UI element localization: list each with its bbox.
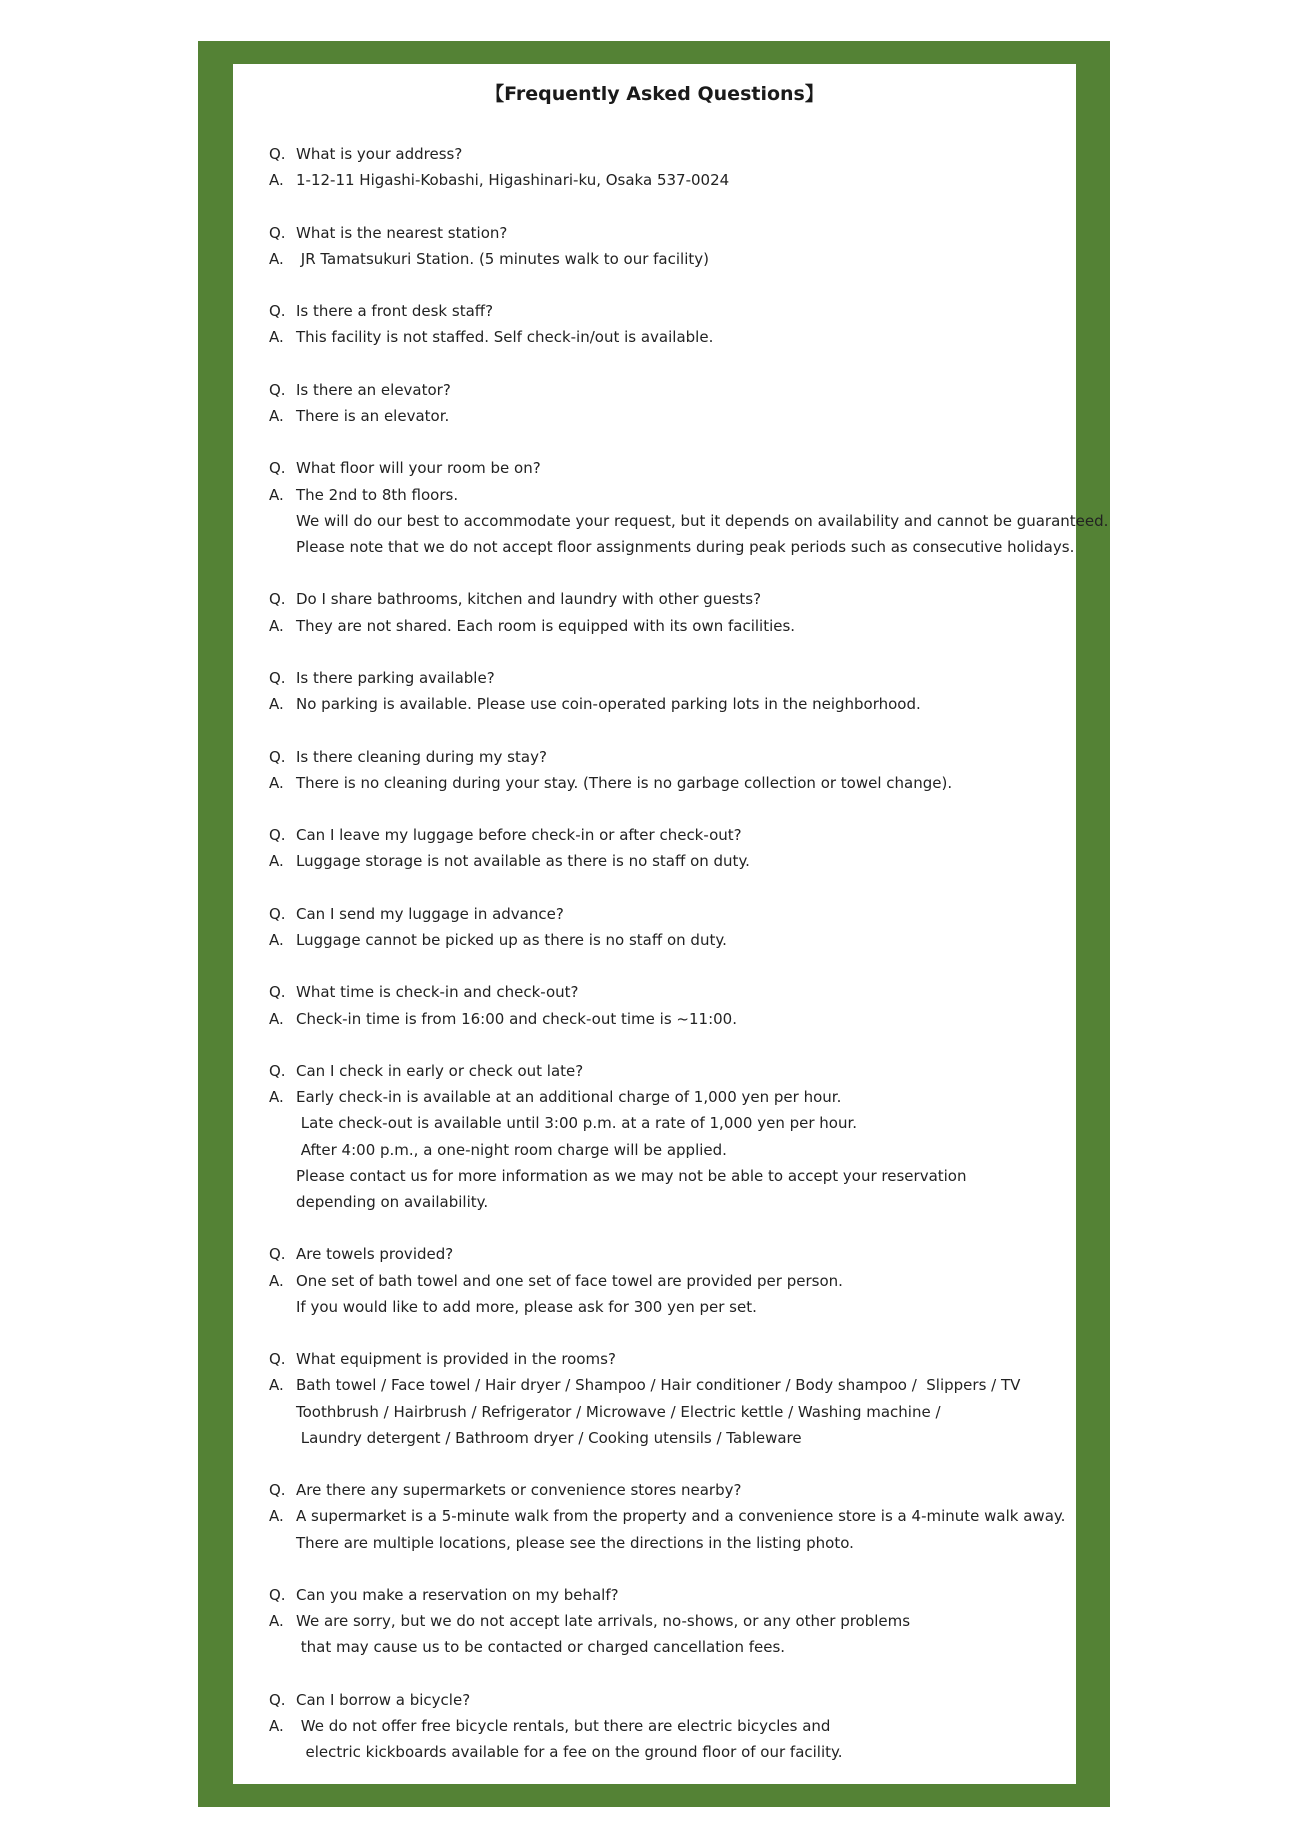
answer-text bbox=[296, 770, 952, 796]
answer-line: There is no cleaning during your stay. (There is no garbage collection or towel change). bbox=[296, 773, 953, 792]
answer-text bbox=[296, 1503, 1065, 1555]
answer-text bbox=[296, 1608, 910, 1660]
question-row bbox=[269, 141, 1069, 167]
answer-line: If you would like to add more, please ask for 300 yen per set. bbox=[296, 1297, 757, 1316]
answer-row bbox=[269, 403, 1069, 429]
question-mark: Q. bbox=[269, 1481, 286, 1500]
answer-mark: A. bbox=[269, 930, 284, 949]
faq-item bbox=[269, 1346, 1069, 1451]
answer-line: The 2nd to 8th floors. bbox=[296, 485, 459, 504]
faq-item bbox=[269, 377, 1069, 429]
answer-mark: A. bbox=[269, 328, 284, 347]
answer-row bbox=[269, 324, 1069, 350]
answer-line: This facility is not staffed. Self check-in/out is available. bbox=[296, 328, 714, 347]
answer-row bbox=[269, 1372, 1069, 1451]
question-row bbox=[269, 298, 1069, 324]
answer-line: Luggage cannot be picked up as there is no staff on duty. bbox=[296, 930, 727, 949]
answer-mark: A. bbox=[269, 1507, 284, 1526]
answer-text bbox=[296, 927, 727, 953]
question-row bbox=[269, 1687, 1069, 1713]
question-mark: Q. bbox=[269, 826, 286, 845]
question-row bbox=[269, 822, 1069, 848]
answer-row bbox=[269, 167, 1069, 193]
question-mark: Q. bbox=[269, 145, 286, 163]
question-mark: Q. bbox=[269, 223, 286, 242]
faq-item bbox=[269, 1477, 1069, 1556]
faq-item bbox=[269, 979, 1069, 1031]
faq-item bbox=[269, 586, 1069, 638]
answer-mark: A. bbox=[269, 171, 284, 190]
answer-row bbox=[269, 613, 1069, 639]
answer-row bbox=[269, 1713, 1069, 1765]
answer-line: 1-12-11 Higashi-Kobashi, Higashinari-ku, Osaka 537-0024 bbox=[296, 171, 730, 190]
question-text: What is your address? bbox=[296, 145, 463, 163]
answer-mark: A. bbox=[269, 1612, 284, 1631]
answer-text bbox=[296, 403, 449, 429]
faq-item bbox=[269, 665, 1069, 717]
answer-row bbox=[269, 1268, 1069, 1320]
answer-text bbox=[296, 1006, 737, 1032]
question-text: Is there parking available? bbox=[296, 668, 495, 687]
answer-row bbox=[269, 848, 1069, 874]
answer-text bbox=[296, 1713, 843, 1765]
answer-line: A supermarket is a 5-minute walk from the property and a convenience store is a 4-minute walk away. bbox=[296, 1507, 1066, 1526]
answer-line: electric kickboards available for a fee on the ground floor of our facility. bbox=[296, 1743, 843, 1762]
question-text: What is the nearest station? bbox=[296, 223, 508, 242]
question-text: Can I check in early or check out late? bbox=[296, 1061, 584, 1080]
question-text: Are towels provided? bbox=[296, 1245, 454, 1264]
answer-row bbox=[269, 691, 1069, 717]
answer-text bbox=[296, 613, 795, 639]
question-text: Can I leave my luggage before check-in or after check-out? bbox=[296, 826, 742, 845]
faq-item bbox=[269, 1241, 1069, 1320]
answer-mark: A. bbox=[269, 1271, 284, 1290]
answer-text bbox=[296, 167, 729, 193]
answer-line: JR Tamatsukuri Station. (5 minutes walk to our facility) bbox=[296, 249, 709, 268]
question-row bbox=[269, 744, 1069, 770]
question-mark: Q. bbox=[269, 1245, 286, 1264]
answer-text bbox=[296, 1084, 967, 1215]
answer-text bbox=[296, 482, 1108, 561]
faq-item bbox=[269, 1058, 1069, 1215]
question-text: Is there cleaning during my stay? bbox=[296, 747, 547, 766]
answer-text bbox=[296, 246, 709, 272]
answer-line: After 4:00 p.m., a one-night room charge will be applied. bbox=[296, 1140, 727, 1159]
question-row bbox=[269, 1477, 1069, 1503]
question-text: Is there a front desk staff? bbox=[296, 302, 494, 321]
question-row bbox=[269, 901, 1069, 927]
faq-item bbox=[269, 1687, 1069, 1766]
answer-line: There is an elevator. bbox=[296, 406, 450, 425]
answer-line: Check-in time is from 16:00 and check-out time is ~11:00. bbox=[296, 1009, 737, 1028]
answer-mark: A. bbox=[269, 773, 284, 792]
answer-mark: A. bbox=[269, 695, 284, 714]
answer-line: depending on availability. bbox=[296, 1192, 489, 1211]
question-mark: Q. bbox=[269, 1585, 286, 1604]
answer-line: There are multiple locations, please see the directions in the listing photo. bbox=[296, 1533, 854, 1552]
faq-item bbox=[269, 141, 1069, 193]
page-title: 【Frequently Asked Questions】 bbox=[485, 83, 824, 105]
question-row bbox=[269, 665, 1069, 691]
answer-mark: A. bbox=[269, 1716, 284, 1735]
faq-item bbox=[269, 298, 1069, 350]
answer-mark: A. bbox=[269, 1088, 284, 1107]
faq-item bbox=[269, 744, 1069, 796]
question-row bbox=[269, 455, 1069, 481]
question-mark: Q. bbox=[269, 590, 286, 609]
question-text: What equipment is provided in the rooms? bbox=[296, 1350, 616, 1369]
answer-mark: A. bbox=[269, 616, 284, 635]
question-mark: Q. bbox=[269, 380, 286, 399]
question-mark: Q. bbox=[269, 747, 286, 766]
answer-line: They are not shared. Each room is equipped with its own facilities. bbox=[296, 616, 796, 635]
faq-item bbox=[269, 901, 1069, 953]
question-text: Do I share bathrooms, kitchen and laundry with other guests? bbox=[296, 590, 762, 609]
answer-row bbox=[269, 927, 1069, 953]
answer-row bbox=[269, 246, 1069, 272]
answer-row bbox=[269, 1503, 1069, 1555]
answer-text bbox=[296, 691, 921, 717]
question-text: Can I send my luggage in advance? bbox=[296, 904, 564, 923]
answer-text bbox=[296, 1372, 1020, 1451]
faq-sheet bbox=[233, 64, 1109, 1784]
question-text: What time is check-in and check-out? bbox=[296, 983, 579, 1002]
faq-item bbox=[269, 822, 1069, 874]
question-mark: Q. bbox=[269, 1061, 286, 1080]
answer-row bbox=[269, 770, 1069, 796]
question-mark: Q. bbox=[269, 983, 286, 1002]
question-row bbox=[269, 586, 1069, 612]
question-text: Is there an elevator? bbox=[296, 380, 451, 399]
faq-item bbox=[269, 455, 1109, 560]
answer-row bbox=[269, 1608, 1069, 1660]
question-row bbox=[269, 1241, 1069, 1267]
answer-mark: A. bbox=[269, 249, 284, 268]
answer-mark: A. bbox=[269, 852, 284, 871]
question-row bbox=[269, 377, 1069, 403]
faq-list bbox=[269, 141, 1109, 1792]
answer-line: that may cause us to be contacted or charged cancellation fees. bbox=[296, 1638, 786, 1657]
answer-mark: A. bbox=[269, 1009, 284, 1028]
answer-line: Early check-in is available at an additional charge of 1,000 yen per hour. bbox=[296, 1088, 842, 1107]
answer-line: Luggage storage is not available as there is no staff on duty. bbox=[296, 852, 750, 871]
answer-line: We will do our best to accommodate your request, but it depends on availability and cannot be guaranteed. bbox=[296, 511, 1109, 530]
question-row bbox=[269, 1346, 1069, 1372]
answer-line: One set of bath towel and one set of face towel are provided per person. bbox=[296, 1271, 843, 1290]
answer-line: Late check-out is available until 3:00 p.m. at a rate of 1,000 yen per hour. bbox=[296, 1114, 858, 1133]
answer-line: Please contact us for more information as we may not be able to accept your reservation bbox=[296, 1166, 967, 1185]
question-mark: Q. bbox=[269, 668, 286, 687]
question-row bbox=[269, 1582, 1069, 1608]
faq-item bbox=[269, 220, 1069, 272]
question-mark: Q. bbox=[269, 904, 286, 923]
faq-item bbox=[269, 1582, 1069, 1661]
answer-mark: A. bbox=[269, 406, 284, 425]
answer-line: We do not offer free bicycle rentals, but there are electric bicycles and bbox=[296, 1716, 831, 1735]
question-mark: Q. bbox=[269, 1690, 286, 1709]
question-text: Can you make a reservation on my behalf? bbox=[296, 1585, 619, 1604]
question-text: Can I borrow a bicycle? bbox=[296, 1690, 471, 1709]
question-mark: Q. bbox=[269, 302, 286, 321]
answer-text bbox=[296, 848, 750, 874]
answer-row bbox=[269, 482, 1109, 561]
answer-mark: A. bbox=[269, 1376, 284, 1395]
answer-mark: A. bbox=[269, 485, 284, 504]
answer-line: Please note that we do not accept floor assignments during peak periods such as consecutive holidays. bbox=[296, 537, 1075, 556]
question-mark: Q. bbox=[269, 1350, 286, 1369]
answer-line: No parking is available. Please use coin-operated parking lots in the neighborhood. bbox=[296, 695, 921, 714]
answer-row bbox=[269, 1084, 1069, 1215]
answer-line: Laundry detergent / Bathroom dryer / Cooking utensils / Tableware bbox=[296, 1428, 802, 1447]
answer-line: We are sorry, but we do not accept late arrivals, no-shows, or any other problems bbox=[296, 1612, 911, 1631]
answer-text bbox=[296, 324, 713, 350]
question-mark: Q. bbox=[269, 459, 286, 478]
answer-text bbox=[296, 1268, 843, 1320]
question-row bbox=[269, 220, 1069, 246]
question-text: Are there any supermarkets or convenience stores nearby? bbox=[296, 1481, 742, 1500]
question-row bbox=[269, 979, 1069, 1005]
question-text: What floor will your room be on? bbox=[296, 459, 541, 478]
answer-row bbox=[269, 1006, 1069, 1032]
answer-line: Toothbrush / Hairbrush / Refrigerator / Microwave / Electric kettle / Washing machine / bbox=[296, 1402, 941, 1421]
question-row bbox=[269, 1058, 1069, 1084]
answer-line: Bath towel / Face towel / Hair dryer / Shampoo / Hair conditioner / Body shampoo / Slippers / TV bbox=[296, 1376, 1021, 1395]
